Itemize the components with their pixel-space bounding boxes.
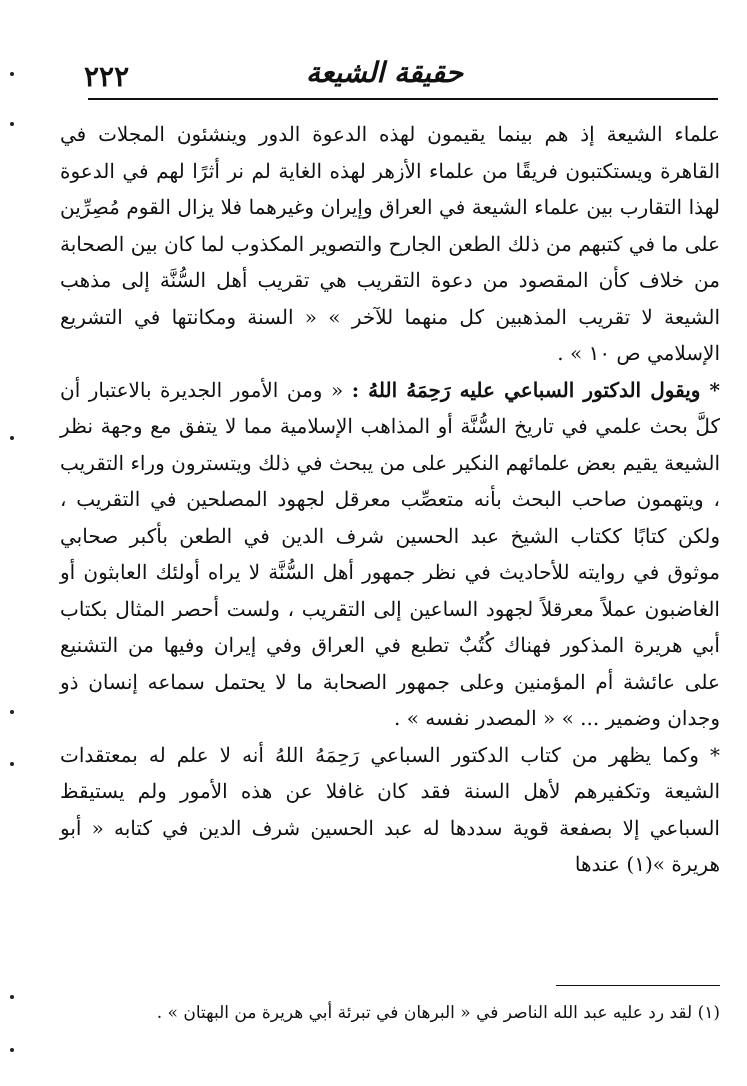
running-title: حقيقة الشيعة: [306, 56, 464, 89]
footnote-rule: [556, 985, 720, 986]
footnote: (١) لقد رد عليه عبد الله الناصر في « البرهان في تبرئة أبي هريرة من البهتان » .: [156, 1003, 720, 1023]
paragraph-2-lead: * ويقول الدكتور السباعي عليه رَحِمَهُ اللهُ :: [351, 377, 720, 402]
header-rule: [88, 98, 718, 100]
paragraph-1-text: علماء الشيعة إذ هم بينما يقيمون لهذه الدعوة الدور وينشئون المجلات في القاهرة ويستكتبون فريقًا من علماء الأزهر لهذه الغاية لم نر أثرًا لهم في الدعوة لهذا التقارب بين علماء الشيعة في العراق وإيران وغيرهما فلا يزال القوم مُصِرِّين على ما في كتبهم من ذلك الطعن الجارح والتصوير المكذوب لما كان بين الصحابة من خلاف كأن المقصود من دعوة التقريب هي تقريب أهل السُّنَّة إلى مذهب الشيعة لا تقريب المذهبين كل منهما للآخر » « السنة ومكانتها في التشريع الإسلامي ص ١٠ » .: [60, 122, 720, 365]
margin-dot: [10, 995, 14, 999]
page-header: [80, 36, 720, 98]
paragraph-2: [60, 372, 720, 737]
page-number: ٢٢٢: [84, 60, 130, 93]
margin-dot: [10, 122, 14, 126]
paragraph-3-text: * وكما يظهر من كتاب الدكتور السباعي رَحِمَهُ اللهُ أنه لا علم له بمعتقدات الشيعة وتكفيرهم لأهل السنة فقد كان غافلا عن هذه الأمور ولم يستيقظ السباعي إلا بصفعة قوية سددها له عبد الحسين شرف الدين في كتابه « أبو هريرة »(١) عندها: [60, 742, 720, 876]
margin-dot: [10, 436, 14, 440]
margin-dot: [10, 762, 14, 766]
margin-dot: [10, 72, 14, 76]
body-text: [60, 116, 720, 883]
paragraph-1: [60, 116, 720, 372]
margin-dot: [10, 1048, 14, 1052]
paragraph-2-text: « ومن الأمور الجديرة بالاعتبار أن كلَّ بحث علمي في تاريخ السُّنَّة أو المذاهب الإسلامية مما لا يتفق مع وجهة نظر الشيعة يقيم بعض علمائهم النكير على من يبحث في ذلك ويتسترون وراء التقريب ، ويتهمون صاحب البحث بأنه متعصِّب معرقل لجهود المصلحين في التقريب ، ولكن كتابًا ككتاب الشيخ عبد الحسين شرف الدين في الطعن بأكبر صحابي موثوق في روايته للأحاديث في نظر جمهور أهل السُّنَّة لا يراه أولئك العابثون أو الغاضبون عملاً معرقلاً لجهود الساعين إلى التقريب ، ولست أحصر المثال بكتاب أبي هريرة المذكور فهناك كُتُبٌ تطبع في العراق وفي إيران وفيها من التشنيع على عائشة أم المؤمنين وعلى جمهور الصحابة ما لا يحتمل سماعه إنسان ذو وجدان وضمير ... » « المصدر نفسه » .: [60, 377, 720, 730]
margin-dot: [10, 710, 14, 714]
paragraph-3: [60, 737, 720, 883]
